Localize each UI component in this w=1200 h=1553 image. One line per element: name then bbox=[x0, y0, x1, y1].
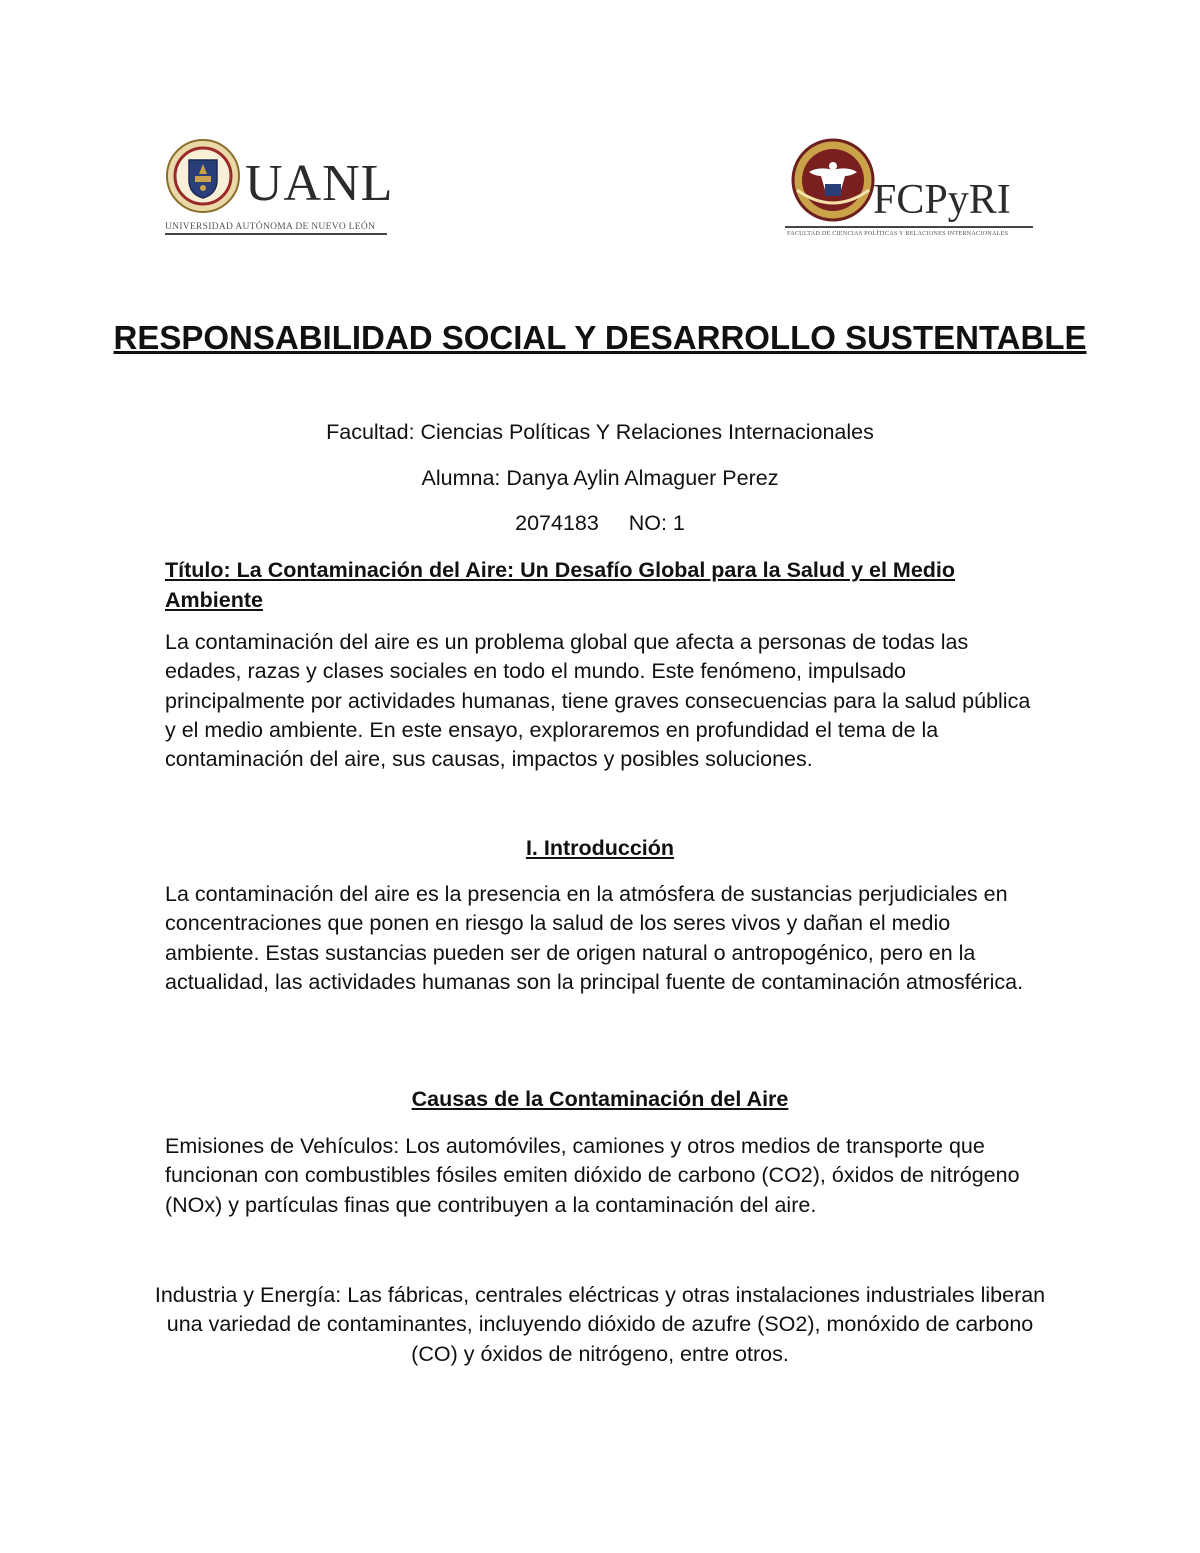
section-heading-introduccion: I. Introducción bbox=[525, 836, 675, 860]
uanl-subtitle: UNIVERSIDAD AUTÓNOMA DE NUEVO LEÓN bbox=[165, 222, 376, 232]
uanl-logo-rule bbox=[165, 233, 387, 235]
document-title: RESPONSABILIDAD SOCIAL Y DESARROLLO SUSTENTABLE bbox=[113, 319, 1087, 356]
faculty-line: Facultad: Ciencias Políticas Y Relaciones Internacionales bbox=[326, 420, 874, 444]
section-heading-causas: Causas de la Contaminación del Aire bbox=[411, 1087, 789, 1111]
student-line: Alumna: Danya Aylin Almaguer Perez bbox=[421, 466, 779, 490]
uanl-wordmark: UANL bbox=[245, 155, 394, 212]
fcpyri-wordmark: FCPyRI bbox=[873, 177, 1011, 223]
id-line: 2074183 NO: 1 bbox=[515, 511, 685, 535]
fcpyri-subtitle: FACULTAD DE CIENCIAS POLÍTICAS Y RELACIONES INTERNACIONALES bbox=[787, 230, 1009, 237]
cause-vehicles-paragraph: Emisiones de Vehículos: Los automóviles, camiones y otros medios de transporte que funcionan con combustibles fósiles emiten dióxido de carbono (CO2), óxidos de nitrógeno (NOx) y partículas finas que contribuyen a la contaminación del aire. bbox=[165, 1134, 1020, 1217]
fcpyri-logo bbox=[785, 138, 1035, 242]
intro-paragraph: La contaminación del aire es un problema global que afecta a personas de todas las edades, razas y clases sociales en todo el mundo. Este fenómeno, impulsado principalmente por actividades humanas, tiene graves consecuencias para la salud pública y el medio ambiente. En este ensayo, exploraremos en profundidad el tema de la contaminación del aire, sus causas, impactos y posibles soluciones. bbox=[165, 630, 1031, 772]
fcpyri-logo-rule bbox=[785, 226, 1033, 228]
university-seal-icon bbox=[165, 138, 241, 214]
cause-industry-paragraph: Industria y Energía: Las fábricas, centrales eléctricas y otras instalaciones industriales liberan una variedad de contaminantes, incluyendo dióxido de azufre (SO2), monóxido de carbono (CO) y óxidos de nitrógeno, entre otros. bbox=[154, 1283, 1046, 1366]
uanl-logo bbox=[165, 136, 394, 236]
faculty-eagle-seal-icon bbox=[789, 138, 877, 222]
essay-title: Título: La Contaminación del Aire: Un Desafío Global para la Salud y el Medio Ambiente bbox=[165, 558, 956, 612]
section-introduccion-paragraph: La contaminación del aire es la presencia en la atmósfera de sustancias perjudiciales en concentraciones que ponen en riesgo la salud de los seres vivos y dañan el medio ambiente. Estas sustancias pueden ser de origen natural o antropogénico, pero en la actualidad, las actividades humanas son la principal fuente de contaminación atmosférica. bbox=[165, 882, 1024, 994]
